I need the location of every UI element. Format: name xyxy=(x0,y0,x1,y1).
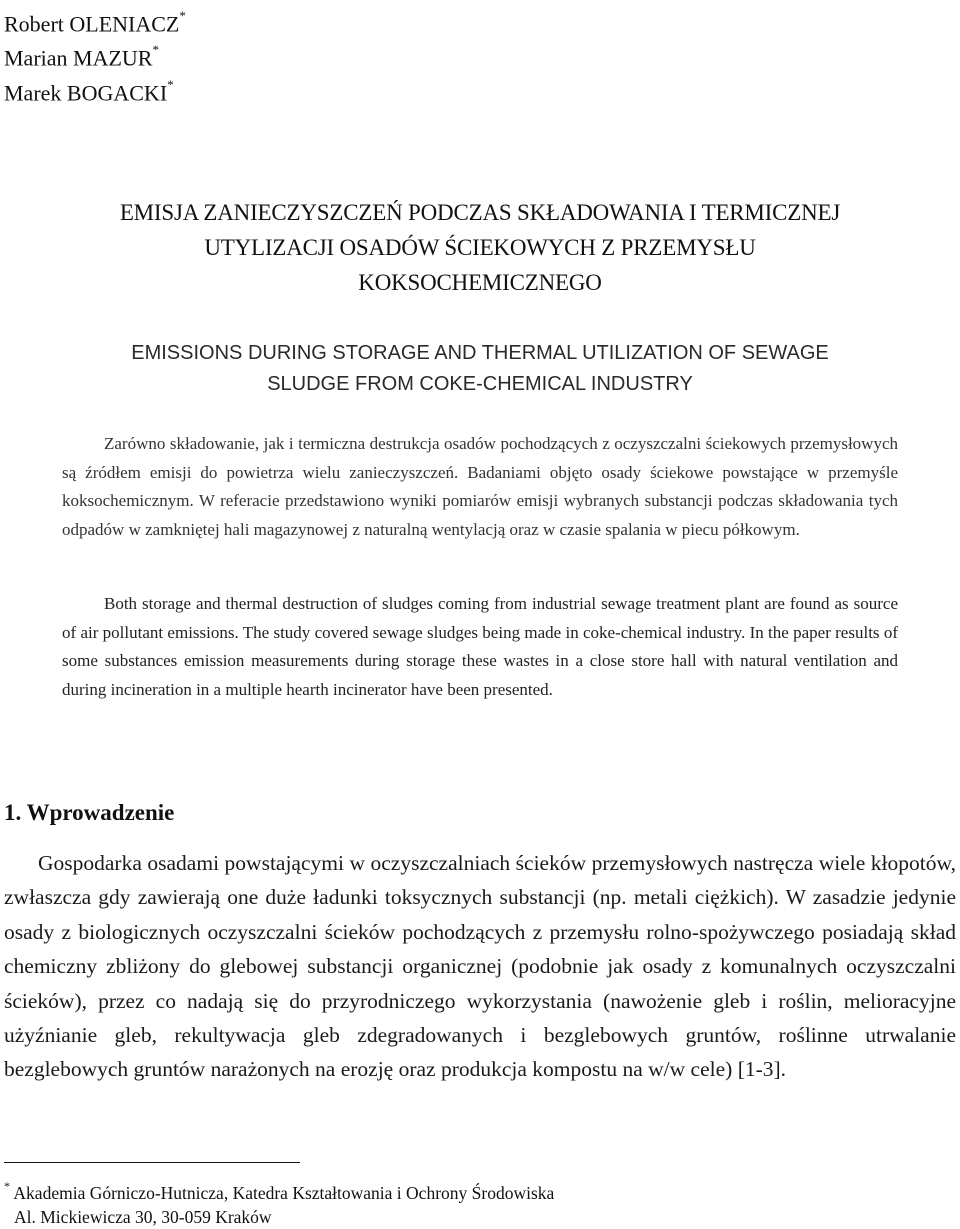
author-name xyxy=(4,38,186,72)
title-line: UTYLIZACJI OSADÓW ŚCIEKOWYCH Z PRZEMYSŁU xyxy=(204,235,756,260)
author-3-name: Marek BOGACKI xyxy=(4,79,168,105)
footnote-divider xyxy=(4,1162,300,1163)
author-name xyxy=(4,73,186,107)
title-line: KOKSOCHEMICZNEGO xyxy=(358,270,602,295)
footnote xyxy=(4,1176,554,1229)
footnote-mark: * xyxy=(4,1179,10,1193)
address-text: Al. Mickiewicza 30, 30-059 Kraków xyxy=(14,1206,272,1227)
affiliation-mark: * xyxy=(152,42,159,58)
paper-title-polish xyxy=(0,195,960,300)
abstract-english: Both storage and thermal destruction of sludges coming from industrial sewage treatment plant are found as source of air pollutant emissions. The study covered sewage sludges being made in coke-chemical industry. In the paper results of some substances emission measurements during storage these wastes in a close store hall with natural ventilation and during incineration in a multiple hearth incinerator have been presented. xyxy=(62,594,898,699)
title-line: EMISSIONS DURING STORAGE AND THERMAL UTILIZATION OF SEWAGE xyxy=(131,342,829,364)
abstract-polish: Zarówno składowanie, jak i termiczna destrukcja osadów pochodzących z oczyszczalni ściekowych przemysłowych są źródłem emisji do powietrza wielu zanieczyszczeń. Badaniami objęto osady ściekowe powstające w przemyśle koksochemicznym. W referacie przedstawiono wyniki pomiarów emisji wybranych substancji podczas składowania tych odpadów w zamkniętej hali magazynowej z naturalną wentylacją oraz w czasie spalania w piecu półkowym. xyxy=(62,434,898,539)
author-name xyxy=(4,4,186,38)
author-1-name: Robert OLENIACZ xyxy=(4,11,180,37)
title-line: EMISJA ZANIECZYSZCZEŃ PODCZAS SKŁADOWANIA I TERMICZNEJ xyxy=(119,200,841,225)
affiliation-mark: * xyxy=(167,76,174,92)
affiliation-mark: * xyxy=(179,8,186,23)
paper-title-english xyxy=(0,338,960,400)
author-2-name: Marian MAZUR xyxy=(4,45,153,71)
title-line: SLUDGE FROM COKE-CHEMICAL INDUSTRY xyxy=(267,373,693,395)
section-paragraph: Gospodarka osadami powstającymi w oczyszczalniach ścieków przemysłowych nastręcza wiele kłopotów, zwłaszcza gdy zawierają one duże ładunki toksycznych substancji (np. metali ciężkich). W zasadzie jedynie osady z biologicznych oczyszczalni ścieków pochodzących z przemysłu rolno-spożywczego posiadają skład chemiczny zbliżony do glebowej substancji organicznej (podobnie jak osady z komunalnych oczyszczalni ścieków), przez co nadają się do przyrodniczego wykorzystania (nawożenie gleb i roślin, melioracyjne użyźnianie gleb, rekultywacja gleb zdegradowanych i bezglebowych gruntów, roślinne utrwalanie bezglebowych gruntów narażonych na erozję oraz produkcja kompostu na w/w cele) [1-3]. xyxy=(4,851,956,1082)
author-list xyxy=(4,4,186,107)
section-heading: 1. Wprowadzenie xyxy=(4,800,175,825)
affiliation-text: Akademia Górniczo-Hutnicza, Katedra Kształtowania i Ochrony Środowiska xyxy=(13,1182,555,1203)
footnote-line-1 xyxy=(4,1176,554,1205)
